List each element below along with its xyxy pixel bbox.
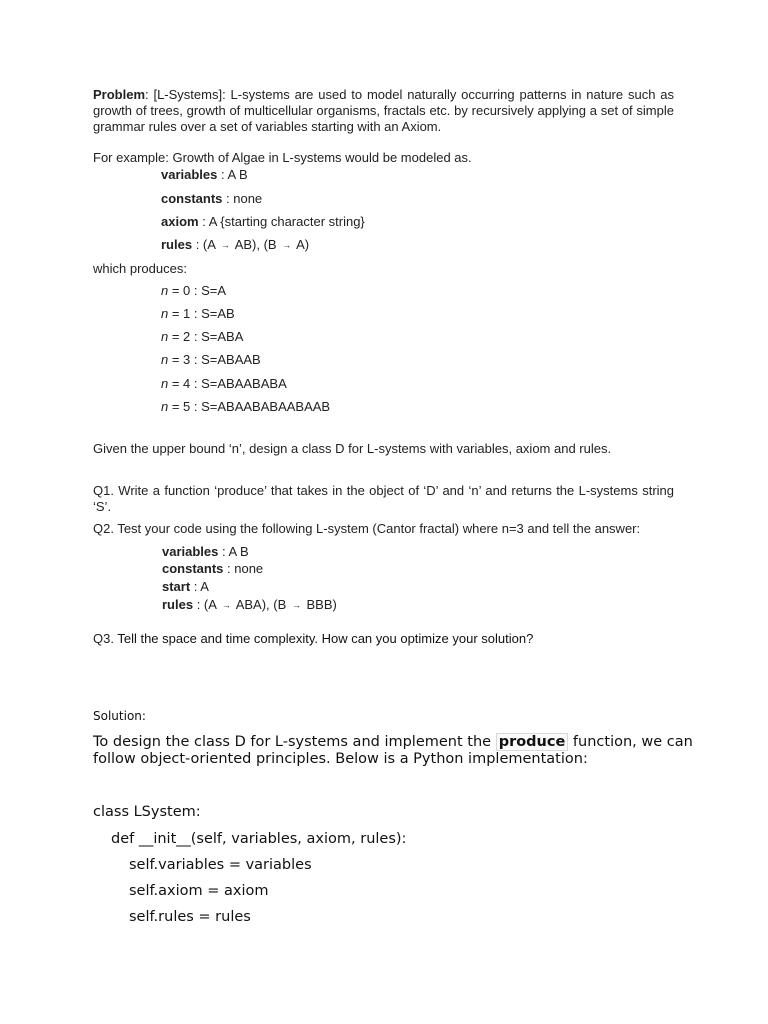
- arrow-icon: →: [282, 240, 292, 250]
- q2-variables: [162, 544, 249, 560]
- n-symbol: n: [161, 306, 169, 321]
- problem-paragraph: [93, 87, 674, 135]
- variables-label: variables: [161, 167, 218, 182]
- q2-constants: [162, 561, 263, 577]
- arrow-icon: →: [220, 240, 230, 250]
- question-3: [93, 631, 533, 647]
- arrow-icon: →: [221, 600, 231, 610]
- arrow-icon: →: [291, 600, 301, 610]
- iteration-text: = 2 : S=ABA: [168, 329, 244, 344]
- problem-label: Problem: [93, 87, 146, 102]
- solution-intro-text: To design the class D for L-systems and implement the: [93, 734, 496, 750]
- rules-part: : (A: [192, 237, 219, 252]
- variables-value: : A B: [217, 167, 248, 182]
- n-symbol: n: [161, 376, 169, 391]
- example-intro: For example: Growth of Algae in L-systems would be modeled as.: [93, 150, 472, 165]
- produces-label: which produces:: [93, 261, 187, 276]
- rules-label: rules: [161, 237, 193, 252]
- iteration-line: [161, 283, 226, 299]
- inline-code: produce: [496, 733, 569, 751]
- iteration-line: [161, 376, 287, 392]
- q3-label: Q3.: [93, 631, 114, 646]
- question-1: Q1. Write a function ‘produce’ that takes in the object of ‘D’ and ‘n’ and returns the L-systems string ‘S’.: [93, 483, 674, 514]
- constants-label: constants: [161, 191, 223, 206]
- solution-intro-line2: follow object-oriented principles. Below is a Python implementation:: [93, 751, 588, 767]
- solution-intro: [93, 734, 693, 750]
- rules-label: rules: [162, 597, 194, 612]
- iteration-text: = 3 : S=ABAAB: [168, 352, 261, 367]
- iteration-text: = 5 : S=ABAABABAABAAB: [168, 399, 331, 414]
- example-rules: [161, 237, 309, 253]
- start-value: : A: [190, 579, 209, 594]
- n-symbol: n: [161, 283, 169, 298]
- example-axiom: [161, 214, 365, 230]
- example-variables: [161, 167, 248, 183]
- variables-label: variables: [162, 544, 219, 559]
- code-line: self.variables = variables: [129, 857, 312, 873]
- rules-part: BBB): [302, 597, 337, 612]
- rules-part: A): [293, 237, 310, 252]
- axiom-value: : A {starting character string}: [198, 214, 365, 229]
- q2-rules: [162, 597, 337, 613]
- rules-part: AB), (B: [231, 237, 281, 252]
- code-line: self.rules = rules: [129, 909, 251, 925]
- iteration-line: [161, 352, 261, 368]
- example-constants: [161, 191, 262, 207]
- n-symbol: n: [161, 329, 169, 344]
- solution-intro-text: function, we can: [568, 734, 693, 750]
- rules-part: : (A: [193, 597, 220, 612]
- iteration-text: = 4 : S=ABAABABA: [168, 376, 287, 391]
- q3-text: Tell the space and time complexity. How can you optimize your solution?: [113, 631, 534, 646]
- axiom-label: axiom: [161, 214, 199, 229]
- start-label: start: [162, 579, 191, 594]
- n-symbol: n: [161, 352, 169, 367]
- iteration-line: [161, 399, 330, 415]
- question-2: Q2. Test your code using the following L-system (Cantor fractal) where n=3 and tell the answer:: [93, 521, 641, 536]
- rules-part: ABA), (B: [232, 597, 290, 612]
- constants-value: : none: [223, 561, 264, 576]
- code-line: class LSystem:: [93, 804, 201, 820]
- variables-value: : A B: [218, 544, 249, 559]
- iteration-text: = 0 : S=A: [168, 283, 227, 298]
- problem-text: : [L-Systems]: L-systems are used to model naturally occurring patterns in nature such as growth of trees, growth of multicellular organisms, fractals etc. by recursively applying a set of simple grammar rules over a set of variables starting with an Axiom.: [93, 87, 674, 134]
- code-line: def __init__(self, variables, axiom, rules):: [111, 831, 407, 847]
- iteration-line: [161, 306, 235, 322]
- iteration-line: [161, 329, 243, 345]
- n-symbol: n: [161, 399, 169, 414]
- given-statement: Given the upper bound ‘n’, design a class D for L-systems with variables, axiom and rules.: [93, 441, 612, 456]
- solution-heading: Solution:: [93, 709, 146, 723]
- iteration-text: = 1 : S=AB: [168, 306, 235, 321]
- constants-label: constants: [162, 561, 224, 576]
- code-line: self.axiom = axiom: [129, 883, 269, 899]
- q2-start: [162, 579, 209, 595]
- constants-value: : none: [222, 191, 263, 206]
